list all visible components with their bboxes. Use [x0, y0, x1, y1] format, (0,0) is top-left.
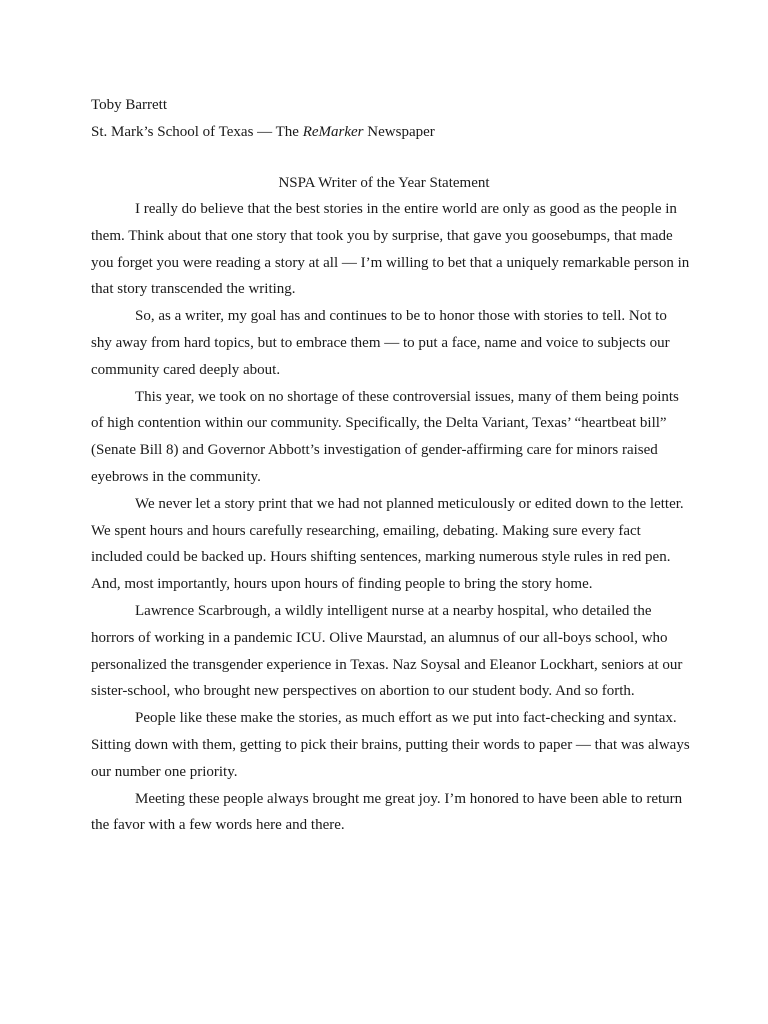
document-header [91, 92, 691, 146]
author-name: Toby Barrett [91, 97, 168, 113]
paragraph: So, as a writer, my goal has and continues to be to honor those with stories to tell. Not to shy away from hard topics, but to embrace them — to put a face, name and voice to subjects our community cared deeply about. [91, 308, 670, 378]
affiliation-suffix: Newspaper [363, 124, 435, 140]
paragraph: We never let a story print that we had not planned meticulously or edited down to the letter. We spent hours and hours carefully researching, emailing, debating. Making sure every fact included could be backed up. Hours shifting sentences, marking numerous style rules in red pen. And, most importantly, hours upon hours of finding people to bring the story home. [91, 495, 684, 593]
paragraph: I really do believe that the best stories in the entire world are only as good as the people in them. Think about that one story that took you by surprise, that gave you goosebumps, that made you forget you were reading a story at all — I’m willing to bet that a uniquely remarkable person in that story transcended the writing. [91, 201, 690, 298]
paragraph: People like these make the stories, as much effort as we put into fact-checking and syntax. Sitting down with them, getting to pick their brains, putting their words to paper — that was always our number one priority. [91, 710, 690, 780]
statement-title: NSPA Writer of the Year Statement [278, 175, 490, 191]
paragraph: This year, we took on no shortage of these controversial issues, many of them being points of high contention within our community. Specifically, the Delta Variant, Texas’ “heartbeat bill” (Senate Bill 8) and Governor Abbott’s investigation of gender-affirming care for minors raised eyebrows in the community. [91, 388, 679, 485]
affiliation-line [91, 119, 691, 146]
paragraph: Lawrence Scarbrough, a wildly intelligent nurse at a nearby hospital, who detailed the horrors of working in a pandemic ICU. Olive Maurstad, an alumnus of our all-boys school, who personalized the transgender experience in Texas. Naz Soysal and Eleanor Lockhart, seniors at our sister-school, who brought new perspectives on abortion to our student body. And so forth. [91, 602, 683, 700]
paragraph: Meeting these people always brought me great joy. I’m honored to have been able to return the favor with a few words here and there. [91, 790, 683, 834]
statement-body [91, 196, 691, 839]
affiliation-prefix: St. Mark’s School of Texas — The [91, 124, 303, 140]
publication-name: ReMarker [302, 124, 364, 140]
